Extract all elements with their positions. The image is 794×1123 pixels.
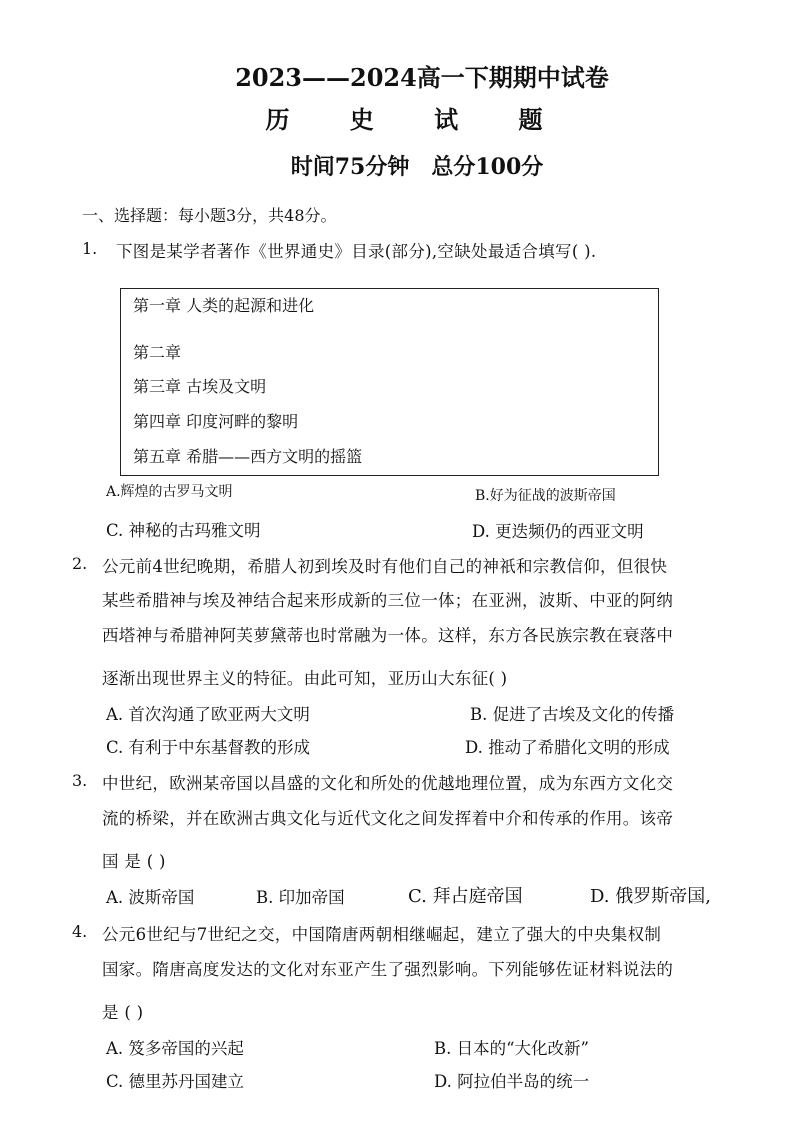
option-a[interactable]: A. 首次沟通了欧亚两大文明 — [106, 705, 310, 724]
question-number: 3. — [72, 771, 88, 790]
option-b[interactable]: B. 促进了古埃及文化的传播 — [470, 705, 675, 724]
toc-item: 第三章 古埃及文明 — [133, 377, 267, 396]
question-line: 国家。隋唐高度发达的文化对东亚产生了强烈影响。下列能够佐证材料说法的 — [102, 960, 674, 979]
toc-item: 第二章 — [133, 343, 182, 362]
toc-box — [120, 288, 659, 476]
question-line: 下图是某学者著作《世界通史》目录(部分),空缺处最适合填写( ). — [116, 242, 597, 261]
question-number: 1. — [82, 239, 98, 258]
option-b[interactable]: B.好为征战的波斯帝国 — [475, 488, 616, 504]
option-d[interactable]: D. 更迭频仍的西亚文明 — [472, 522, 644, 541]
option-a[interactable]: A. 笈多帝国的兴起 — [106, 1039, 244, 1058]
exam-time-info: 时间75分钟 总分100分 — [290, 154, 544, 180]
option-b[interactable]: B. 印加帝国 — [256, 888, 345, 907]
question-line: 某些希腊神与埃及神结合起来形成新的三位一体；在亚洲，波斯、中亚的阿纳 — [102, 591, 674, 610]
question-line: 西塔神与希腊神阿芙萝黛蒂也时常融为一体。这样，东方各民族宗教在衰落中 — [102, 626, 674, 645]
question-line: 公元6世纪与7世纪之交，中国隋唐两朝相继崛起，建立了强大的中央集权制 — [102, 925, 662, 944]
section-heading: 一、选择题：每小题3分，共48分。 — [82, 206, 337, 225]
exam-subject: 历 史 试 题 — [265, 105, 569, 134]
question-line: 流的桥梁，并在欧洲古典文化与近代文化之间发挥着中介和传承的作用。该帝 — [102, 809, 674, 828]
option-d[interactable]: D. 推动了希腊化文明的形成 — [465, 738, 670, 757]
question-line: 是 ( ) — [102, 1003, 144, 1022]
option-c[interactable]: C. 德里苏丹国建立 — [106, 1072, 245, 1091]
option-a[interactable]: A. 波斯帝国 — [106, 888, 195, 907]
question-number: 4. — [72, 922, 88, 941]
toc-item: 第一章 人类的起源和进化 — [133, 296, 315, 315]
question-line: 公元前4世纪晚期，希腊人初到埃及时有他们自己的神祇和宗教信仰，但很快 — [102, 557, 668, 576]
option-c[interactable]: C. 神秘的古玛雅文明 — [106, 521, 261, 540]
question-number: 2. — [72, 554, 88, 573]
question-line: 国 是 ( ) — [102, 852, 166, 871]
option-d[interactable]: D. 阿拉伯半岛的统一 — [434, 1072, 590, 1091]
question-line: 逐渐出现世界主义的特征。由此可知，亚历山大东征( ) — [102, 669, 508, 688]
toc-item: 第四章 印度河畔的黎明 — [133, 412, 299, 431]
option-c[interactable]: C. 有利于中东基督教的形成 — [106, 738, 311, 757]
option-c[interactable]: C. 拜占庭帝国 — [408, 886, 523, 907]
option-a[interactable]: A.辉煌的古罗马文明 — [106, 484, 233, 500]
question-line: 中世纪，欧洲某帝国以昌盛的文化和所处的优越地理位置，成为东西方文化交 — [102, 774, 674, 793]
option-b[interactable]: B. 日本的“大化改新” — [434, 1039, 589, 1058]
toc-item: 第五章 希腊——西方文明的摇篮 — [133, 447, 363, 466]
option-d[interactable]: D. 俄罗斯帝国, — [590, 886, 711, 907]
exam-title: 2023——2024高一下期期中试卷 — [235, 63, 609, 92]
